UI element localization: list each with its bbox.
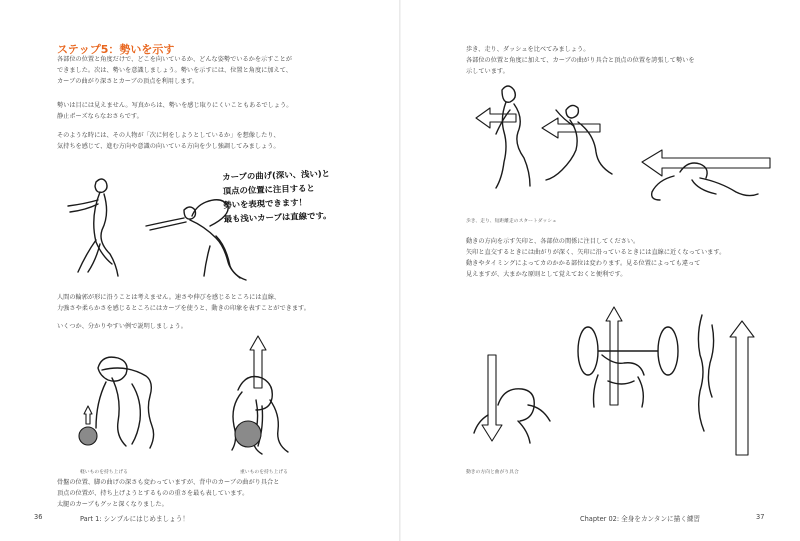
text-line: 各部位の位置と角度だけで、どこを向いているか、どんな姿勢でいるかを示すことが — [57, 56, 292, 63]
note-line: カーブの曲げ(深い、浅い)と — [222, 168, 331, 182]
heavy-ball — [235, 421, 261, 447]
paragraph-back-curve — [57, 477, 279, 510]
text-line: 勢いは目には見えません。写真からは、勢いを感じ取りにくいこともあるでしょう。 — [57, 102, 293, 109]
text-line: そのような時には、その人物が「次に何をしようとしているか」を想像したり、 — [57, 132, 280, 139]
text-line: 気持ちを感じて、進む方向や意識の向いている方向を少し強調してみましょう。 — [57, 143, 280, 150]
text-line: 各部位の位置と角度に加えて、カーブの曲がり具合と頂点の位置を誇張して勢いを — [466, 57, 695, 64]
light-ball — [79, 427, 97, 445]
direction-curve-sketch — [468, 285, 778, 465]
text-line: 動きの方向を示す矢印と、各部位の関係に注目してください。 — [466, 238, 640, 245]
text-line: 歩き、走り、ダッシュを比べてみましょう。 — [466, 46, 590, 53]
text-line: 力強さや柔らかさを感じるところにはカーブを使うと、動きの印象を表すことができます。 — [57, 305, 310, 312]
pushing-figures-sketch — [60, 170, 320, 285]
page-number-right: 37 — [756, 513, 765, 521]
paragraph-imagine-next-action — [57, 130, 280, 152]
text-line: できました。次は、勢いを意識しましょう。勢いを示すには、位置と角度に加えて、 — [57, 67, 292, 74]
text-line: 静止ポーズならなおさらです。 — [57, 113, 143, 120]
page-number-left: 36 — [34, 513, 43, 521]
note-line: 頂点の位置に注目すると — [222, 182, 315, 196]
up-arrow-light-lift — [84, 406, 92, 424]
text-line: 見えますが、大まかな原則として覚えておくと便利です。 — [466, 271, 627, 278]
intro-paragraph-right — [466, 44, 695, 77]
running-title-right: Chapter 02: 全身をカンタンに描く練習 — [580, 515, 701, 523]
page-gutter — [399, 0, 401, 541]
text-line: 矢印と直交するときには曲がりが深く、矢印に沿っているときには直線に近くなっています。 — [466, 249, 726, 256]
dash-arrow — [642, 150, 770, 176]
step-heading: ステップ5：勢いを示す — [57, 43, 175, 56]
down-arrow — [482, 355, 502, 441]
paragraph-lines-and-curves — [57, 292, 310, 314]
text-line: 示しています。 — [466, 68, 509, 75]
text-line: カーブの曲がり深さとカーブの頂点を利用します。 — [57, 78, 199, 85]
text-line: 頂点の位置が、持ち上げようとするものの重さを最も表しています。 — [57, 490, 249, 497]
caption-walk-run-dash: 歩き、走り、短距離走のスタートダッシュ — [466, 219, 557, 224]
caption-heavy-lift: 重いものを持ち上げる — [240, 470, 288, 475]
paragraph-direction-arrows — [466, 236, 725, 280]
paragraph-invisible-momentum — [57, 100, 292, 122]
barbell-up-arrow — [606, 307, 622, 405]
note-line: 勢いを表現できます！ — [223, 197, 308, 210]
text-line: 太腿のカーブもグッと深くなりました。 — [57, 501, 168, 508]
intro-paragraph — [57, 54, 292, 87]
caption-direction-curve: 動きの方向と曲がり具合 — [466, 470, 519, 475]
tall-up-arrow — [730, 321, 754, 455]
text-line: 骨盤の位置、脚の曲げの深さも変わっていますが、背中のカーブの曲がり具合と — [57, 479, 280, 486]
caption-light-lift: 軽いものを持ち上げる — [80, 470, 128, 475]
text-line: いくつか、分かりやすい例で説明しましょう。 — [57, 323, 187, 330]
walk-run-dash-sketch — [470, 80, 785, 210]
up-arrow-heavy-lift — [250, 336, 266, 388]
running-title-left: Part 1: シンプルにはじめましょう！ — [80, 515, 189, 523]
text-line: 動きやタイミングによってカのかかる部位は変わります。見る位置によっても違って — [466, 260, 701, 267]
text-line: 人間の輪郭が形に沿うことは考えません。速さや伸びを感じるところには直線、 — [57, 294, 281, 301]
lifting-figures-sketch — [62, 330, 312, 460]
note-line: 最も浅いカーブは直線です。 — [223, 210, 332, 224]
